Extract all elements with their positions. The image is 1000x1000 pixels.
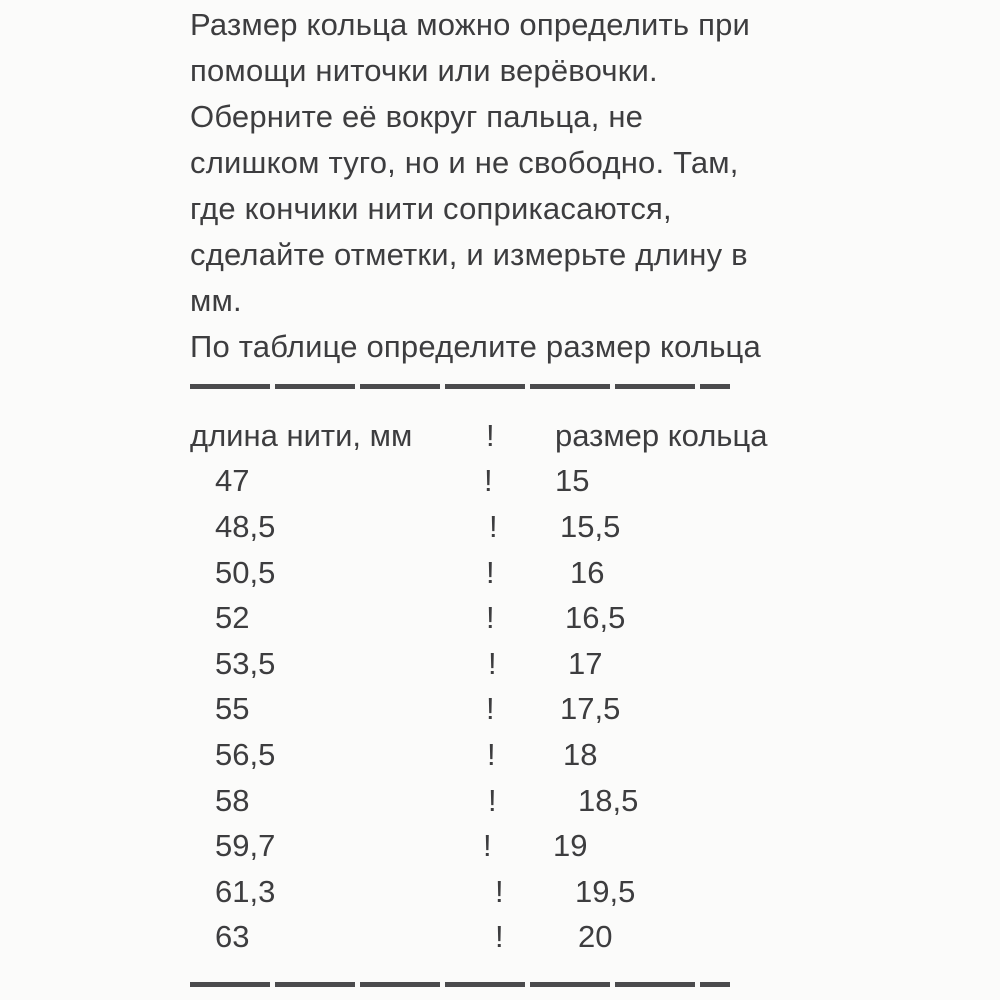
instruction-line: сделайте отметки, и измерьте длину в — [190, 237, 748, 272]
separator-mark: ! — [495, 919, 504, 955]
table-row — [190, 504, 1000, 550]
separator-mark: ! — [486, 600, 495, 636]
thread-length-cell: 55 — [215, 691, 250, 727]
thread-length-cell: 53,5 — [215, 645, 276, 681]
separator-mark: ! — [495, 873, 504, 909]
table-row — [190, 687, 1000, 733]
table-body — [190, 459, 1000, 961]
table-header-row — [190, 413, 1000, 459]
ring-size-cell: 15,5 — [560, 508, 621, 544]
instruction-line: помощи ниточки или верёвочки. — [190, 53, 658, 88]
ring-size-cell: 18 — [563, 736, 598, 772]
ring-size-cell: 16,5 — [565, 600, 626, 636]
ring-size-cell: 17,5 — [560, 691, 621, 727]
separator-mark: ! — [486, 691, 495, 727]
instruction-line: мм. — [190, 283, 242, 318]
separator-mark: ! — [488, 782, 497, 818]
thread-length-cell: 58 — [215, 782, 250, 818]
thread-length-cell: 59,7 — [215, 828, 276, 864]
instruction-line: По таблице определите размер кольца — [190, 329, 761, 364]
instruction-line: Оберните её вокруг пальца, не — [190, 99, 644, 134]
divider-line-top — [190, 384, 730, 389]
table-row — [190, 823, 1000, 869]
thread-length-cell: 48,5 — [215, 508, 276, 544]
ring-size-cell: 15 — [555, 463, 590, 499]
thread-length-cell: 56,5 — [215, 736, 276, 772]
table-row — [190, 869, 1000, 915]
separator-mark: ! — [486, 554, 495, 590]
thread-length-cell: 61,3 — [215, 873, 276, 909]
ring-size-cell: 20 — [578, 919, 613, 955]
ring-size-cell: 19,5 — [575, 873, 636, 909]
table-row — [190, 641, 1000, 687]
ring-size-cell: 17 — [568, 645, 603, 681]
ring-size-cell: 18,5 — [578, 782, 639, 818]
table-row — [190, 459, 1000, 505]
separator-mark: ! — [486, 417, 495, 453]
thread-length-cell: 50,5 — [215, 554, 276, 590]
column-header-ring-size: размер кольца — [555, 417, 768, 453]
ring-size-table — [190, 413, 1000, 960]
separator-mark: ! — [489, 508, 498, 544]
table-row — [190, 915, 1000, 961]
table-row — [190, 778, 1000, 824]
separator-mark: ! — [487, 736, 496, 772]
thread-length-cell: 63 — [215, 919, 250, 955]
divider-line-bottom — [190, 982, 730, 987]
instruction-line: Размер кольца можно определить при — [190, 7, 751, 42]
separator-mark: ! — [484, 463, 493, 499]
table-row — [190, 550, 1000, 596]
thread-length-cell: 52 — [215, 600, 250, 636]
instructions-text — [190, 2, 1000, 370]
column-header-thread-length: длина нити, мм — [190, 417, 413, 453]
table-row — [190, 732, 1000, 778]
separator-mark: ! — [483, 828, 492, 864]
instruction-line: слишком туго, но и не свободно. Там, — [190, 145, 739, 180]
instruction-line: где кончики нити соприкасаются, — [190, 191, 672, 226]
ring-size-cell: 16 — [570, 554, 605, 590]
table-row — [190, 595, 1000, 641]
thread-length-cell: 47 — [215, 463, 250, 499]
separator-mark: ! — [488, 645, 497, 681]
ring-size-cell: 19 — [553, 828, 588, 864]
